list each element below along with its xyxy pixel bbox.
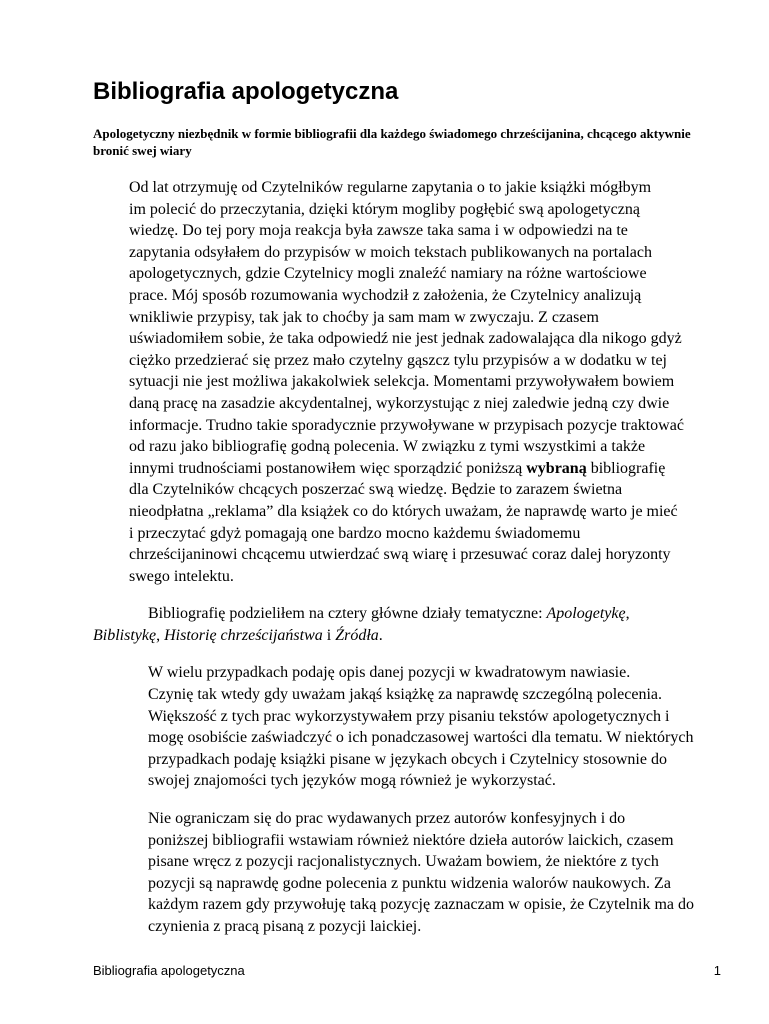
text-line: dla Czytelników chcących poszerzać swą wiedzę. Będzie to zarazem świetna — [129, 481, 623, 499]
text-line: mogę osobiście zaświadczyć o ich ponadczasowej wartości dla tematu. W niektórych — [148, 729, 694, 747]
text-line: pisane wręcz z pozycji racjonalistycznych. Uważam bowiem, że niektóre z tych — [148, 853, 659, 871]
text-line: wiedzę. Do tej pory moja reakcja była zawsze taka sama i w odpowiedzi na te — [129, 222, 628, 240]
text-run: , — [156, 626, 165, 644]
text-line: Nie ograniczam się do prac wydawanych przez autorów konfesyjnych i do — [148, 810, 626, 828]
category-sources: Źródła — [335, 626, 379, 644]
text-line: Większość z tych prac wykorzystywałem przy pisaniu tekstów apologetycznych i — [148, 707, 670, 725]
paragraph-lay-authors — [93, 808, 725, 938]
footer-page-number: 1 — [713, 963, 721, 978]
text-line: apologetycznych, gdzie Czytelnicy mogli znaleźć namiary na różne wartościowe — [129, 265, 647, 283]
text-run: Bibliografię podzieliłem na cztery główne działy tematyczne: — [148, 605, 547, 623]
text-line: daną pracę na zasadzie akcydentalnej, wykorzystując z niej zaledwie jedną czy dwie — [129, 394, 670, 412]
text-line: nieodpłatna „reklama” dla książek co do których uważam, że naprawdę warto je mieć — [129, 502, 678, 520]
text-line: swojej znajomości tych języków mogą również je wykorzystać. — [148, 772, 556, 790]
paragraph-descriptions — [93, 662, 725, 792]
bold-emphasis: wybraną — [526, 459, 587, 477]
text-line: prace. Mój sposób rozumowania wychodził z założenia, że Czytelnicy analizują — [129, 286, 642, 304]
text-line: i przeczytać gdyż pomagają one bardzo mocno każdemu świadomemu — [129, 524, 581, 542]
text-line: im polecić do przeczytania, dzięki którym mogliby pogłębić swą apologetyczną — [129, 200, 640, 218]
text-line: chrześcijaninowi chcącemu utwierdzać swą wiarę i przesuwać coraz dalej horyzonty — [129, 546, 671, 564]
text-line: W wielu przypadkach podaję opis danej pozycji w kwadratowym nawiasie. — [148, 664, 631, 682]
text-line: zapytania odsyłałem do przypisów w moich tekstach publikowanych na portalach — [129, 243, 652, 261]
text-line: każdym razem gdy przywołuję taką pozycję zaznaczam w opisie, że Czytelnik ma do — [148, 896, 694, 914]
text-line: pozycji są naprawdę godne polecenia z punktu widzenia walorów naukowych. Za — [148, 874, 671, 892]
category-church-history: Historię chrześcijaństwa — [164, 626, 323, 644]
text-line: czynienia z pracą pisaną z pozycji laickiej. — [148, 918, 422, 935]
paragraph-categories — [93, 603, 725, 646]
body-text — [93, 177, 725, 954]
text-line: przypadkach podaję książki pisane w językach obcych i Czytelnicy stosownie do — [148, 750, 667, 768]
text-run: i — [322, 626, 336, 644]
text-run: . — [378, 626, 383, 644]
text-line — [93, 458, 725, 480]
text-run: innymi trudnościami postanowiłem więc sporządzić poniższą — [129, 459, 527, 477]
category-biblical-studies: Biblistykę — [93, 626, 157, 644]
text-line: uświadomiłem sobie, że taka odpowiedź nie jest jednak zadowalająca dla nikogo gdyż — [129, 330, 682, 348]
subtitle: Apologetyczny niezbędnik w formie bibliografii dla każdego świadomego chrześcijanina, chcącego aktywnie bronić swej wiary — [93, 126, 691, 158]
text-line: Czynię tak wtedy gdy uważam jakąś książkę za naprawdę szczególną polecenia. — [148, 686, 662, 704]
text-run: , — [625, 605, 630, 623]
text-line: wnikliwie przypisy, tak jak to choćby ja sam mam w zwyczaju. Z czasem — [129, 308, 599, 326]
text-run: bibliografię — [586, 459, 666, 477]
text-line: Od lat otrzymuję od Czytelników regularne zapytania o to jakie książki mógłbym — [129, 179, 652, 196]
text-line: swego intelektu. — [129, 567, 234, 585]
text-line: od razu jako bibliografię godną polecenia. W związku z tymi wszystkimi a także — [129, 438, 646, 456]
page-title: Bibliografia apologetyczna — [93, 78, 399, 105]
text-line: sytuacji nie jest możliwa jakakolwiek selekcja. Momentami przywoływałem bowiem — [129, 373, 675, 391]
text-line: informacje. Trudno takie sporadycznie przywoływane w przypisach pozycje traktować — [129, 416, 684, 434]
category-apologetics: Apologetykę — [546, 605, 626, 623]
text-line: poniższej bibliografii wstawiam również niektóre dzieła autorów laickich, czasem — [148, 831, 674, 849]
footer-title: Bibliografia apologetyczna — [93, 963, 245, 978]
paragraph-intro — [93, 177, 725, 587]
text-line: ciężko przedzierać się przez mało czytelny gąszcz tylu przypisów a w dodatku w tej — [129, 351, 667, 369]
